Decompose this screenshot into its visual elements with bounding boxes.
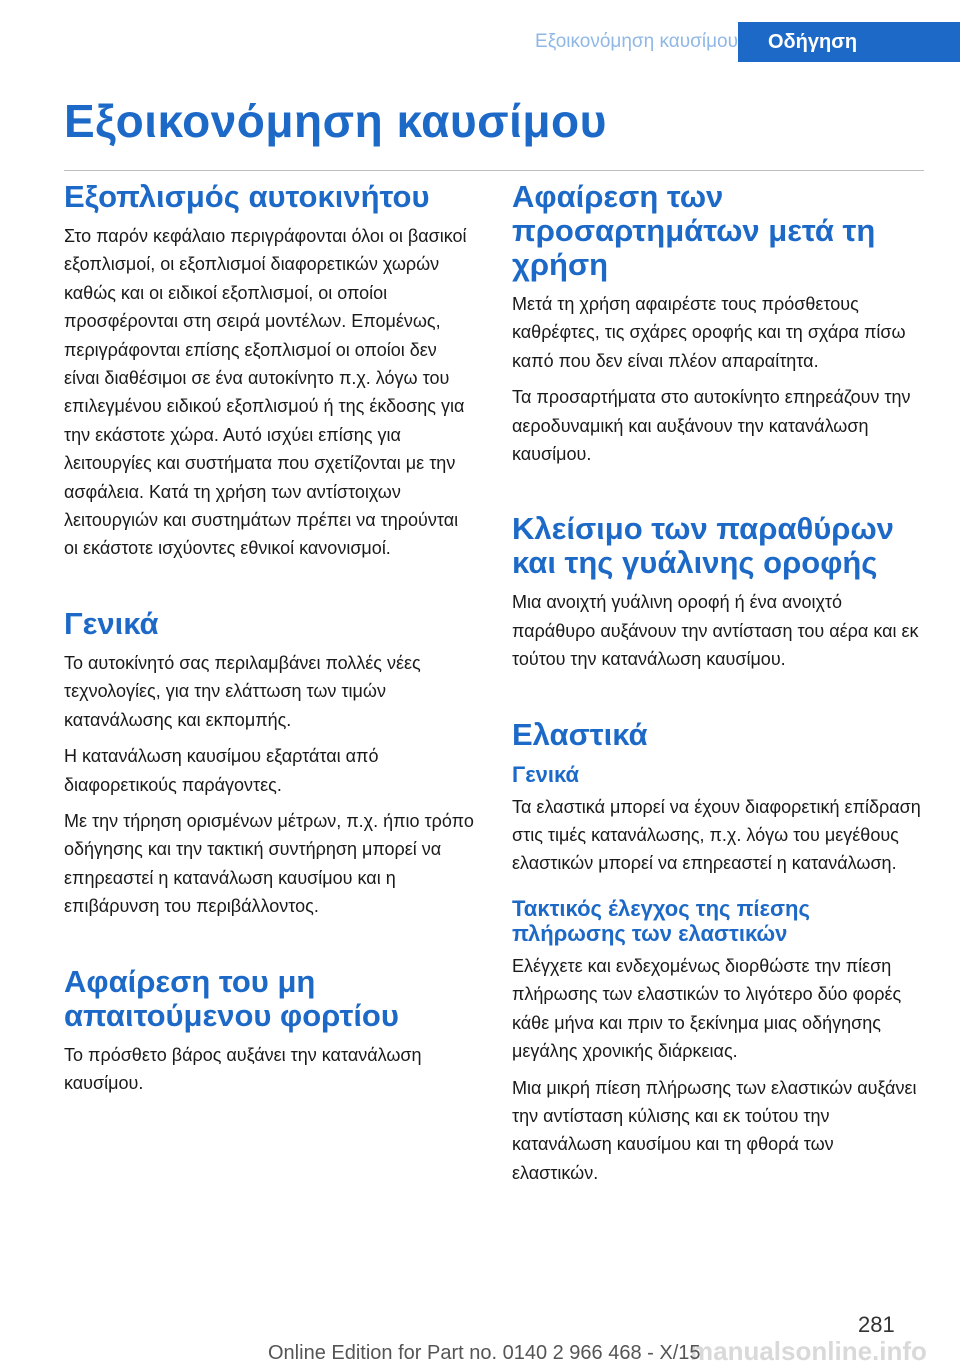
page-title: Εξοικονόμηση καυσίμου [64, 95, 607, 147]
windows-heading: Κλείσιμο των παραθύρων και της γυάλινης οροφής [512, 511, 894, 581]
general-paragraph-1: Το αυτοκίνητό σας περιλαμβάνει πολλές νέες τεχνολογίες, για την ελάττωση των τιμών κατανάλωσης και εκπομπής. [64, 652, 421, 730]
general-heading: Γενικά [64, 605, 159, 641]
page-number: 281 [858, 1312, 895, 1337]
general-paragraph-3: Με την τήρηση ορισμένων μέτρων, π.χ. ήπιο τρόπο οδήγησης και την τακτική συντήρηση μπορεί να επηρεαστεί η κατανάλωση καυσίμου και η επιβάρυνση του περιβάλλοντος. [64, 810, 474, 917]
header-chapter-tab: Οδήγηση [738, 22, 960, 62]
equipment-heading: Εξοπλισμός αυτοκινήτου [64, 179, 430, 214]
load-paragraph: Το πρόσθετο βάρος αυξάνει την κατανάλωση καυσίμου. [64, 1044, 422, 1093]
attachments-paragraph-1: Μετά τη χρήση αφαιρέστε τους πρόσθετους καθρέφτες, τις σχάρες οροφής και τη σχάρα πίσω καπό που δεν είναι πλέον απαραίτητα. [512, 294, 906, 371]
watermark: manualsonline.info [690, 1336, 927, 1366]
right-column [512, 180, 924, 1195]
left-column [64, 180, 476, 1105]
tires-heading: Ελαστικά [512, 716, 648, 752]
general-paragraph-2: Η κατανάλωση καυσίμου εξαρτάται από διαφορετικούς παράγοντες. [64, 746, 379, 795]
attachments-heading: Αφαίρεση των προσαρτημάτων μετά τη χρήση [512, 179, 876, 282]
tires-general-subheading: Γενικά [512, 761, 580, 787]
tires-general-paragraph: Τα ελαστικά μπορεί να έχουν διαφορετική επίδραση στις τιμές κατανάλωσης, π.χ. λόγω του μεγέθους ελαστικών μπορεί να επηρεαστεί η κατανάλωση. [512, 796, 921, 874]
header-section-title: Εξοικονόμηση καυσίμου [535, 31, 738, 52]
title-divider [64, 170, 924, 171]
tire-pressure-paragraph-2: Μια μικρή πίεση πλήρωσης των ελαστικών αυξάνει την αντίσταση κύλισης και εκ τούτου την κατανάλωση καυσίμου και τη φθορά των ελαστικών. [512, 1077, 917, 1183]
windows-paragraph: Μια ανοιχτή γυάλινη οροφή ή ένα ανοιχτό παράθυρο αυξάνουν την αντίσταση του αέρα και εκ τούτου την κατανάλωση καυσίμου. [512, 592, 919, 670]
tire-pressure-paragraph-1: Ελέγχετε και ενδεχομένως διορθώστε την πίεση πλήρωσης των ελαστικών το λιγότερο δύο φορές κάθε μήνα και πριν το ξεκίνημα μιας οδήγησης μεγάλης χρονικής διάρκειας. [512, 955, 902, 1062]
equipment-paragraph: Στο παρόν κεφάλαιο περιγράφονται όλοι οι βασικοί εξοπλισμοί, οι εξοπλισμοί διαφορετικών χωρών καθώς και οι ειδικοί εξοπλισμοί, οι οποίοι προσφέρονται στη σειρά μοντέλων. Επομένως, περιγράφονται επίσης εξοπλισμοί οι οποίοι δεν είναι διαθέσιμοι σε ένα αυτοκίνητο π.χ. λόγω του επιλεγμένου ειδικού εξοπλισμού ή της έκδοσης για την εκάστοτε χώρα. Αυτό ισχύει επίσης για λειτουργίες και συστήματα που σχετίζονται με την ασφάλεια. Κατά τη χρήση των αντίστοιχων λειτουργιών και συστημάτων πρέπει να τηρούνται οι εκάστοτε ισχύοντες εθνικοί κανονισμοί. [64, 226, 467, 559]
attachments-paragraph-2: Τα προσαρτήματα στο αυτοκίνητο επηρεάζουν την αεροδυναμική και αυξάνουν την κατανάλωση καυσίμου. [512, 387, 911, 465]
load-heading: Αφαίρεση του μη απαιτούμενου φορτίου [64, 963, 399, 1033]
tire-pressure-subheading: Τακτικός έλεγχος της πίεσης πλήρωσης των ελαστικών [512, 895, 810, 946]
edition-footer: Online Edition for Part no. 0140 2 966 468 - X/15 [268, 1342, 701, 1364]
